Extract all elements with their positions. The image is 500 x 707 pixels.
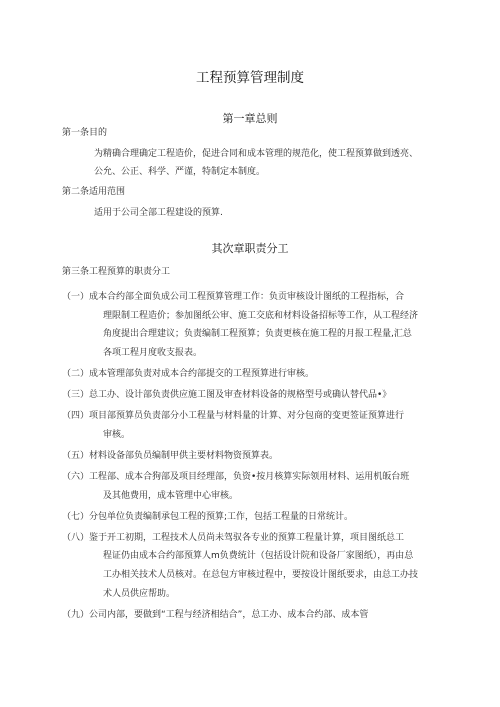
item-1-line-4: 各项工程月度收支报表。: [103, 348, 203, 358]
document-title: 工程预算管理制度: [196, 70, 304, 86]
chapter-2-heading: 其次章职责分工: [211, 242, 289, 255]
item-1-line-1: （一）成本合约部全面负成公司工程预算管理工作：负贡审核设计图纸的工程指标，合: [62, 292, 405, 302]
item-7-line-1: （七）分包单位负责编制承包工程的预算;工作，包括工程量的日常统计。: [62, 512, 354, 522]
article-1-title: 第一条目的: [62, 128, 108, 138]
item-8-line-4: 术人员供应帮助。: [103, 589, 176, 599]
article-2-title: 第二条适用范围: [62, 187, 126, 197]
item-1-line-3: 角度提出合理建议；负责编制工程预算；负责更核在施工程的月报工程量,汇总: [103, 329, 412, 339]
item-3-line-1: （三）总工办、设计部负责供应施工图及审查材料设备的规格型号或确认替代品•》: [62, 390, 392, 400]
item-8-line-2: 程证仍由成本合约部预算人m负费统计（包括设计院和设备厂家图纸），再由总: [103, 551, 414, 561]
item-8-line-1: （八）鉴于开工初期，工程技术人员尚未驾驭各专业的预算工程量计算，项目图纸总工: [62, 533, 405, 543]
item-2-line-1: （二）成本管理部负责对成本合约部提交的工程预算进行审核。: [62, 369, 315, 379]
item-6-line-2: 及其他费用，成本管理中心审核。: [103, 491, 239, 501]
item-1-line-2: 理限制工程造价；参加图纸公审、施工交底和材料设备招标等工作，从工程经济: [103, 311, 419, 321]
item-9-line-1: （九）公司内部，要做到“工程与经济相结合”，总工办、成本合约部、成本管: [62, 610, 369, 620]
item-8-line-3: 工办相关技术人员核对。在总包方审核过程中，要按设计图纸要求，由总工办技: [103, 570, 419, 580]
article-3-title: 第三条工程预算的职责分工: [62, 267, 171, 277]
chapter-1-heading: 第一章总则: [222, 112, 278, 125]
item-4-line-1: （四）项目部预算员负责部分小工程量与材料量的计算、对分包商的变更签证预算进行: [62, 411, 405, 421]
article-1-line-1: 为精确合理确定工程造价，促进合同和成本管理的规范化，使工程预算做到透亮、: [94, 149, 419, 159]
item-4-line-2: 审核。: [103, 430, 131, 440]
item-6-line-1: （六）工程部、成本合狗部及项目经理部，负资•按月核算实际领用材料、运用机皈台班: [62, 472, 410, 482]
article-1-line-2: 公允、公正、科学、严谨，特制定本制度。: [94, 167, 266, 177]
article-2-body: 适用于公司全部工程建设的预算.: [94, 208, 223, 218]
item-5-line-1: （五）材料设备部负员编制甲供主要材料物资预算表。: [62, 451, 279, 461]
